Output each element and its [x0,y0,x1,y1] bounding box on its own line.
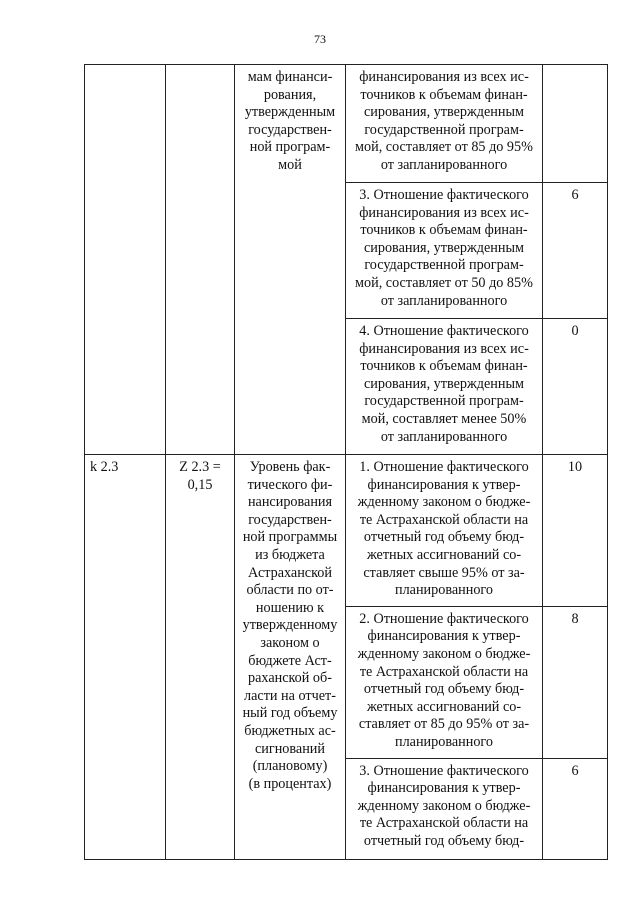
score-cell: 8 [543,606,608,758]
condition-cell: 3. Отношение фактического финансирования к утвер- жденному законом о бюдже- те Астраханской области на отчетный год объему бюд- [346,758,543,859]
criteria-table [84,64,608,860]
condition-cell: 1. Отношение фактического финансирования к утвер- жденному законом о бюдже- те Астраханской области на отчетный год объему бюд- жетных ассигнований со- ставляет свыше 95% от за- планированного [346,455,543,607]
condition-cell: 4. Отношение фактического финансирования из всех ис- точников к объемам финан- сирования, утвержденным государственной програм- мой, составляет менее 50% от запланированного [346,319,543,455]
weight-cell [166,65,235,455]
score-cell: 6 [543,758,608,859]
score-cell: 6 [543,183,608,319]
score-cell [543,65,608,183]
indicator-name-cell: мам финанси- рования, утвержденным государствен- ной програм- мой [235,65,346,455]
condition-cell: 2. Отношение фактического финансирования к утвер- жденному законом о бюдже- те Астраханской области на отчетный год объему бюд- жетных ассигнований со- ставляет от 85 до 95% от за- планированного [346,606,543,758]
indicator-code-cell: k 2.3 [85,455,166,860]
score-cell: 10 [543,455,608,607]
indicator-code-cell [85,65,166,455]
table-row [85,455,608,607]
indicator-name-cell: Уровень фак- тического фи- нансирования государствен- ной программы из бюджета Астраханской области по от- ношению к утвержденному законом о бюджете Аст- раханской об- ласти на отчет- ный год объему бюджетных ас- сигнований (плановому) (в процентах) [235,455,346,860]
score-cell: 0 [543,319,608,455]
table-row [85,65,608,183]
page-number: 73 [314,32,326,46]
condition-cell: 3. Отношение фактического финансирования из всех ис- точников к объемам финан- сирования, утвержденным государственной програм- мой, составляет от 50 до 85% от запланированного [346,183,543,319]
weight-cell: Z 2.3 = 0,15 [166,455,235,860]
condition-cell: финансирования из всех ис- точников к объемам финан- сирования, утвержденным государственной програм- мой, составляет от 85 до 95% от запланированного [346,65,543,183]
